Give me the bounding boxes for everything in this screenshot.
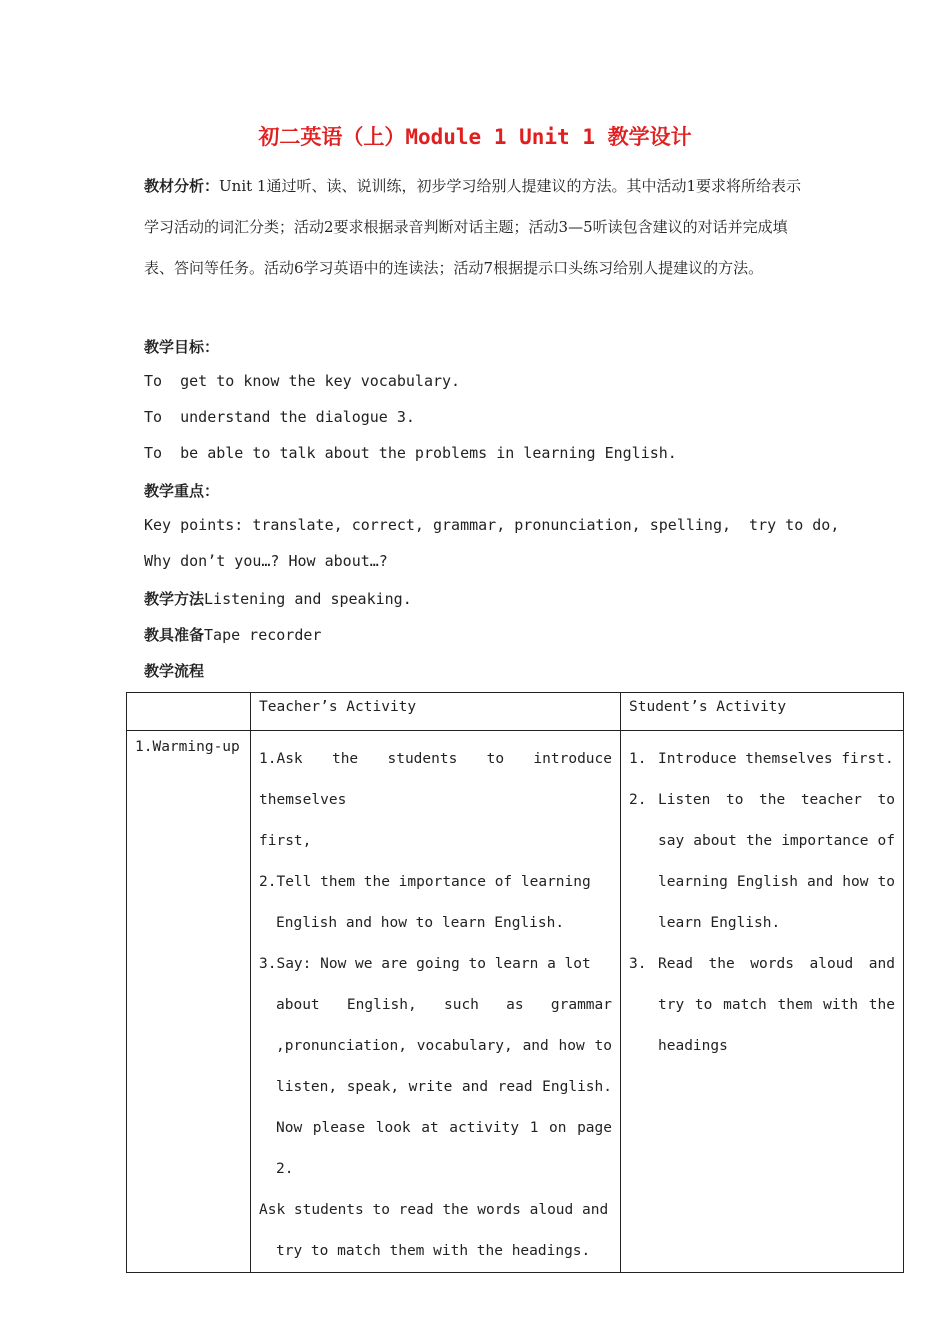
stage-cell: [127, 731, 251, 1273]
teacher-step: 3.Say: Now we are going to learn a lot about English, such as grammar ,pronunciation, vocabulary, and how to listen, speak, write and read English. Now please look at activity 1 on page 2.: [259, 956, 612, 1177]
teacher-step: 2.Tell them the importance of learning English and how to learn English.: [259, 874, 591, 931]
student-activity-header: Student’s Activity: [629, 699, 787, 715]
teacher-step: Ask students to read the words aloud and try to match them with the headings.: [259, 1202, 609, 1259]
table-header-row: [127, 693, 904, 731]
key-points-heading: 教学重点：: [144, 482, 220, 500]
header-cell-student: [621, 693, 904, 731]
teaching-process-table: [126, 692, 904, 1273]
header-cell-empty: [127, 693, 251, 731]
student-cell: [621, 731, 904, 1273]
analysis-label: 教材分析：: [144, 177, 220, 195]
table-row: [127, 731, 904, 1273]
tools-text: Tape recorder: [204, 626, 322, 644]
key-points-line: Why don’t you…? How about…?: [144, 552, 388, 570]
goal-item: To get to know the key vocabulary.: [144, 372, 461, 390]
header-cell-teacher: [251, 693, 621, 731]
teacher-step: 1.Ask the students to introduce themselves first,: [259, 751, 612, 849]
method-label: 教学方法: [144, 590, 205, 608]
analysis-text: Unit 1通过听、读、说训练，初步学习给别人提建议的方法。其中活动1要求将所给表示学习活动的词汇分类；活动2要求根据录音判断对话主题；活动3—5听读包含建议的对话并完成填表、答问等任务。活动6学习英语中的连读法；活动7根据提示口头练习给别人提建议的方法。: [144, 177, 802, 277]
teacher-activity-header: Teacher’s Activity: [259, 699, 417, 715]
process-heading: 教学流程: [144, 662, 205, 680]
goal-item: To understand the dialogue 3.: [144, 408, 415, 426]
stage-label: 1.Warming-up: [135, 739, 240, 755]
student-step: 1. Introduce themselves first.: [629, 751, 894, 767]
tools-label: 教具准备: [144, 626, 205, 644]
page-title: 初二英语（上）Module 1 Unit 1 教学设计: [258, 125, 692, 149]
student-step: 3. Read the words aloud and try to match them with the headings: [629, 956, 895, 1054]
method-text: Listening and speaking.: [204, 590, 412, 608]
student-step: 2. Listen to the teacher to say about the importance of learning English and how to learn English.: [629, 792, 895, 931]
goal-item: To be able to talk about the problems in learning English.: [144, 444, 677, 462]
key-points-line: Key points: translate, correct, grammar, pronunciation, spelling, try to do,: [144, 516, 840, 534]
tools-line: [144, 624, 321, 645]
goals-heading: 教学目标：: [144, 338, 220, 356]
teacher-cell: [251, 731, 621, 1273]
analysis-paragraph: [144, 166, 808, 289]
method-line: [144, 588, 412, 609]
